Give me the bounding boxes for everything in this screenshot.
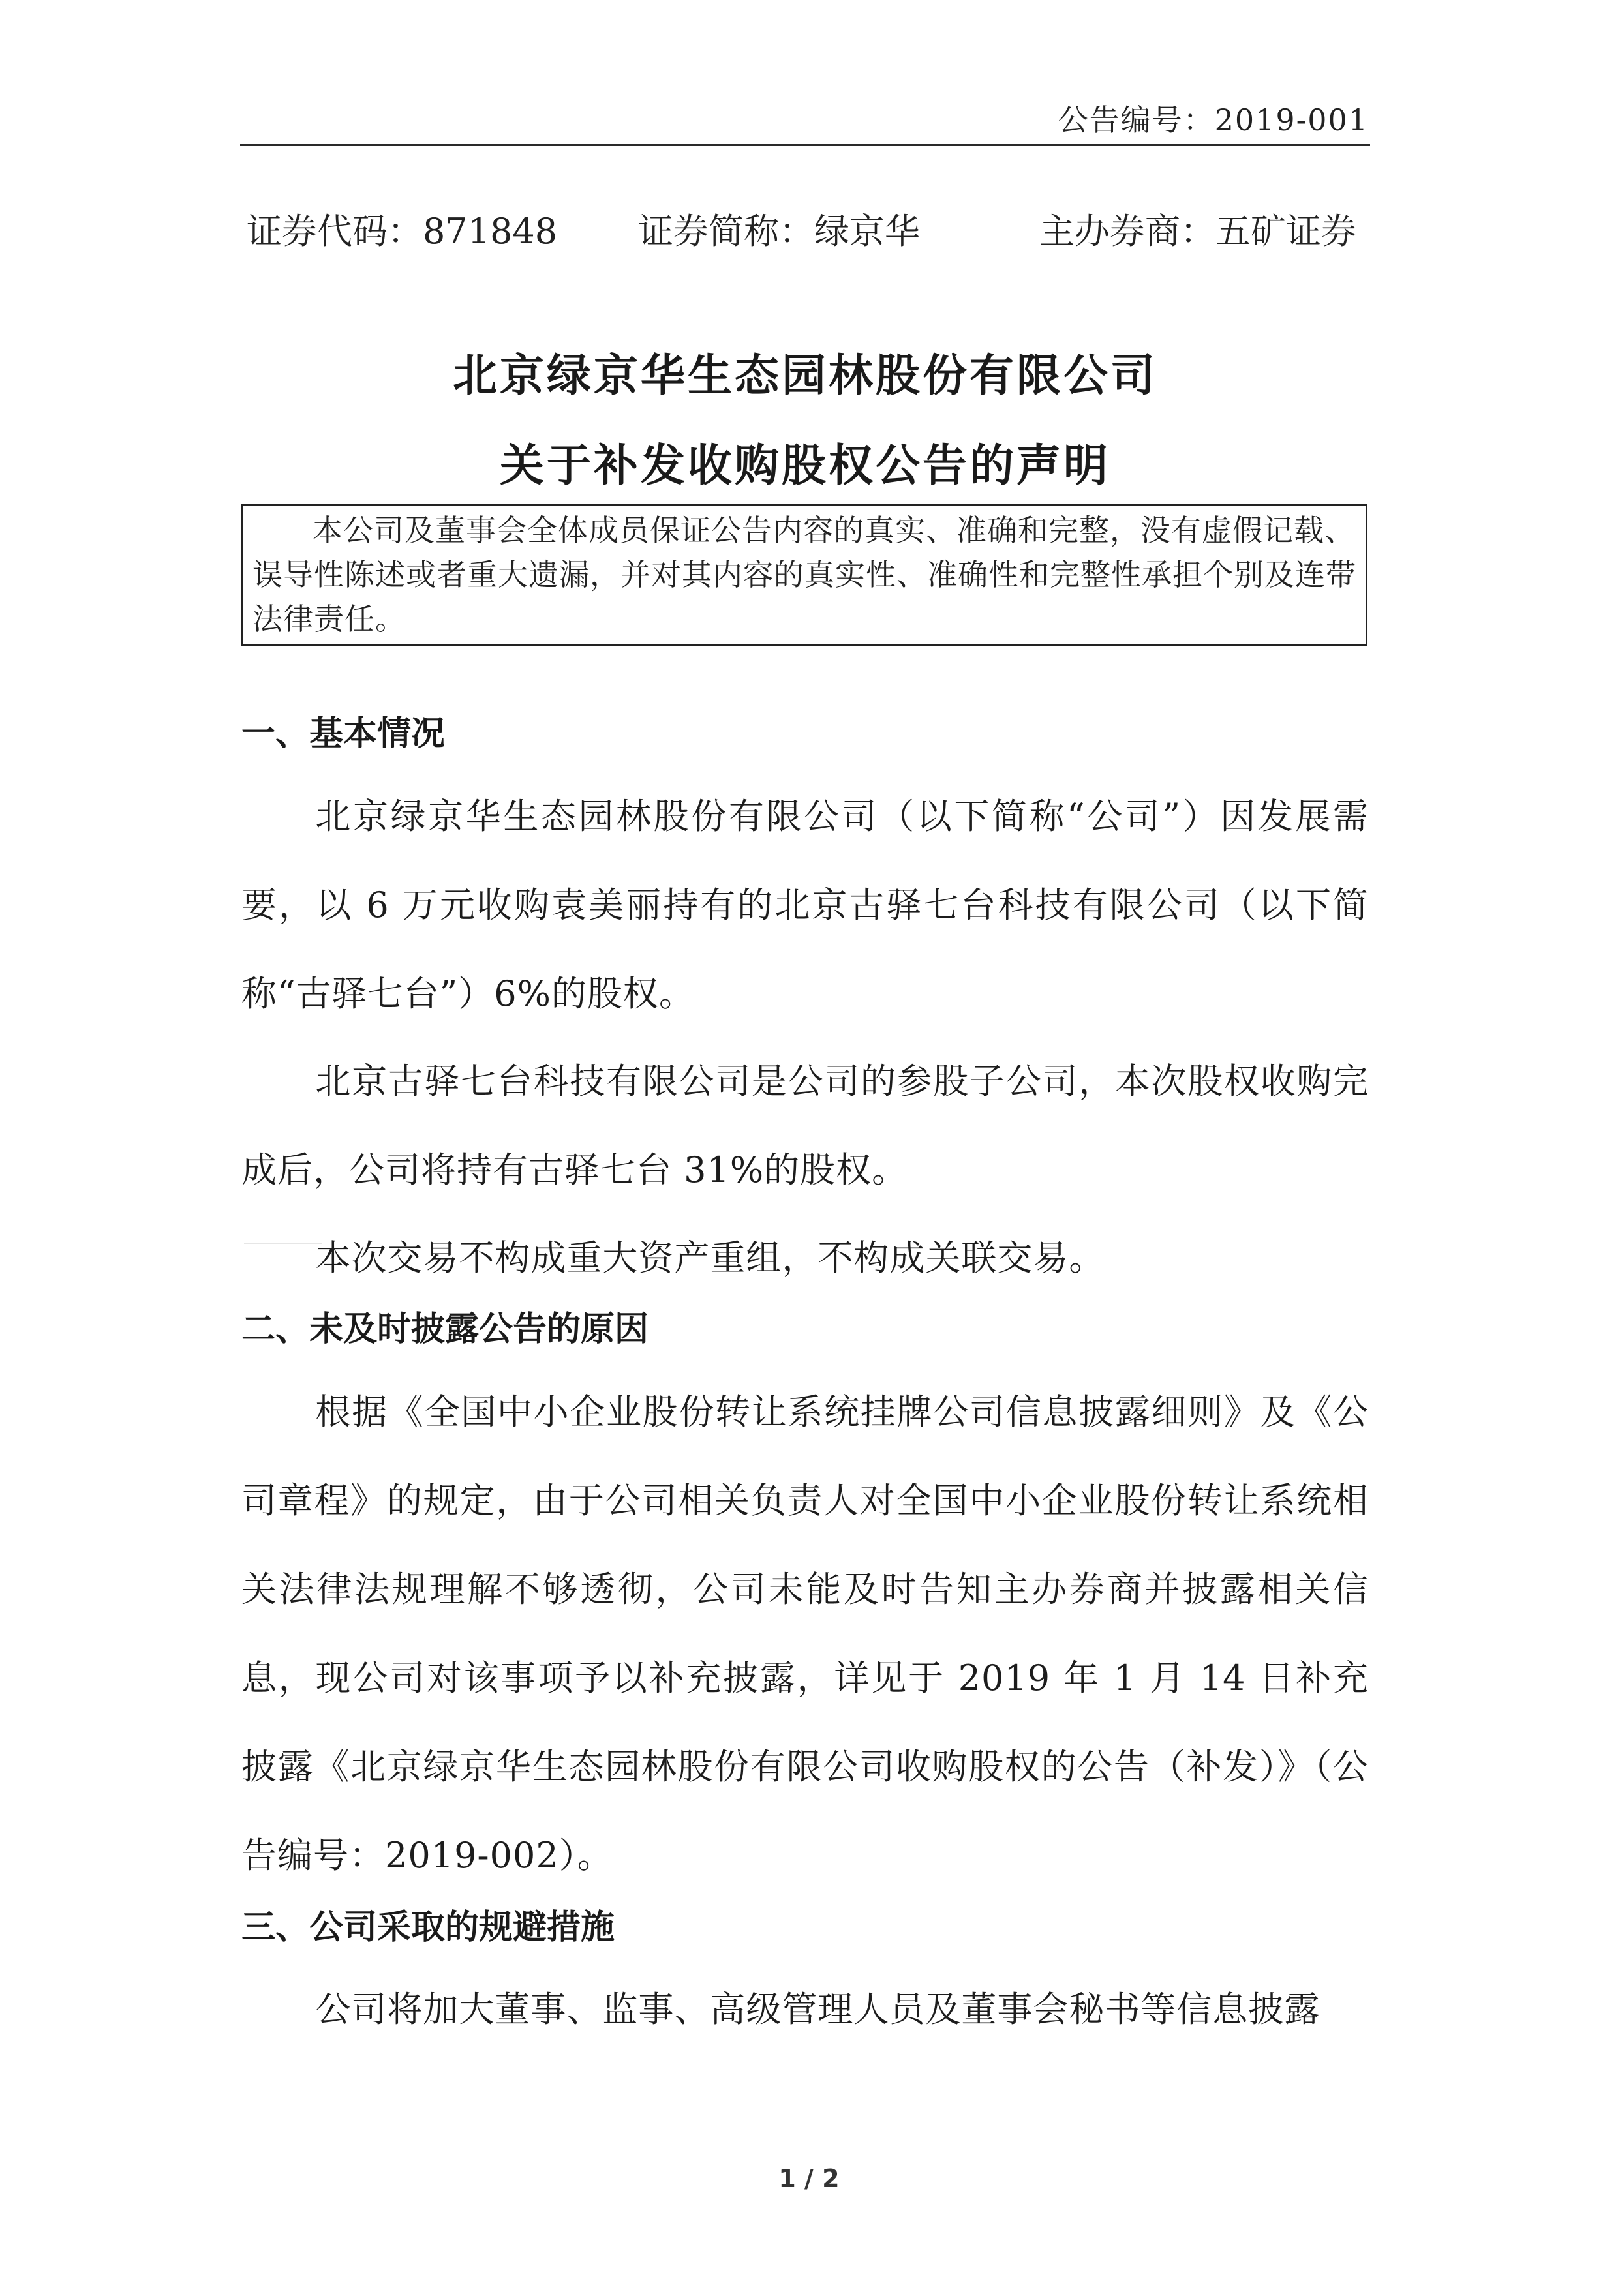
paragraph-basic-info-2: 北京古驿七台科技有限公司是公司的参股子公司，本次股权收购完成后，公司将持有古驿七台 31%的股权。 xyxy=(241,1061,1369,1190)
security-short-name: 证券简称：绿京华 xyxy=(638,211,920,252)
paragraph-basic-info-3: 本次交易不构成重大资产重组，不构成关联交易。 xyxy=(315,1237,1105,1278)
paragraph-basic-info-1: 北京绿京华生态园林股份有限公司（以下简称“公司”）因发展需要，以 6 万元收购袁美丽持有的北京古驿七台科技有限公司（以下简称“古驿七台”）6%的股权。 xyxy=(241,796,1369,1014)
section-heading-disclosure-reason: 二、未及时披露公告的原因 xyxy=(241,1310,649,1349)
section-heading-preventive-measures: 三、公司采取的规避措施 xyxy=(241,1908,615,1947)
disclaimer-box: 本公司及董事会全体成员保证公告内容的真实、准确和完整，没有虚假记载、误导性陈述或者重大遗漏，并对其内容的真实性、准确性和完整性承担个别及连带法律责任。 xyxy=(241,504,1367,646)
security-code: 证券代码：871848 xyxy=(247,211,558,252)
paragraph-disclosure-reason: 根据《全国中小企业股份转让系统挂牌公司信息披露细则》及《公司章程》的规定，由于公司相关负责人对全国中小企业股份转让系统相关法律法规理解不够透彻，公司未能及时告知主办券商并披露相关信息，现公司对该事项予以补充披露，详见于 2019 年 1 月 14 日补充披露《北京绿京华生态园林股份有限公司收购股权的公告（补发）》（公告编号：2019-002）。 xyxy=(241,1391,1369,1876)
section-heading-basic-info: 一、基本情况 xyxy=(241,714,446,753)
header-rule xyxy=(240,144,1370,146)
document-title-line-1: 北京绿京华生态园林股份有限公司 xyxy=(452,350,1157,402)
paragraph-preventive-measures: 公司将加大董事、监事、高级管理人员及董事会秘书等信息披露 xyxy=(315,1989,1320,2030)
scan-mark xyxy=(244,1243,322,1244)
sponsor-broker: 主办券商：五矿证券 xyxy=(1039,211,1356,252)
page-number: 1 / 2 xyxy=(778,2164,840,2193)
document-title-line-2: 关于补发收购股权公告的声明 xyxy=(499,440,1110,492)
announcement-number: 公告编号：2019-001 xyxy=(1058,102,1369,138)
